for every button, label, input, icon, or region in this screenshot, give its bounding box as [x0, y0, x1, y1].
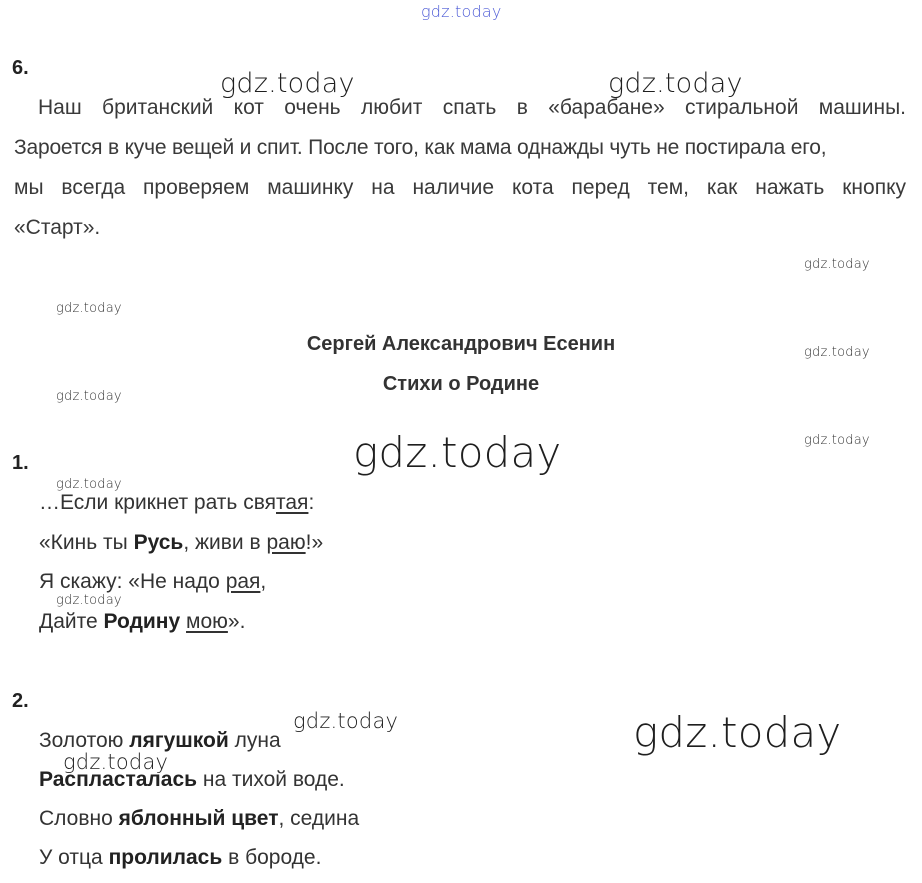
poem-title: Стихи о Родине	[382, 373, 540, 395]
verse-line	[39, 729, 281, 753]
verse-text: ,	[260, 570, 267, 593]
verse-text: Я скажу: «Не надо	[39, 570, 226, 593]
bold-word: пролилась	[108, 846, 223, 869]
verse-text: ».	[227, 610, 246, 633]
verse-text: на тихой воде.	[197, 768, 345, 791]
verse-text: в бороде.	[222, 846, 322, 869]
underlined-rhyme: мою	[186, 610, 228, 633]
section-number: 6.	[12, 57, 29, 79]
verse-line	[39, 610, 245, 634]
verse-text: Золотою	[39, 729, 130, 752]
verse-line	[39, 807, 359, 831]
watermark: gdz.today	[56, 301, 122, 316]
paragraph-line: Зароется в куче вещей и спит. После того, как мама однажды чуть не постирала его,	[14, 136, 827, 159]
verse-text: Дайте	[39, 610, 104, 633]
bold-word: Русь	[133, 531, 184, 554]
watermark: gdz.today	[804, 257, 870, 272]
watermark: gdz.today	[56, 477, 122, 492]
task-number: 2.	[12, 690, 29, 712]
verse-line	[39, 570, 266, 594]
underlined-rhyme: рая	[225, 570, 261, 593]
watermark-top: gdz.today	[421, 2, 502, 21]
bold-word: лягушкой	[129, 729, 229, 752]
watermark: gdz.today	[633, 708, 842, 757]
bold-word: Родину	[103, 610, 181, 633]
watermark: gdz.today	[56, 389, 122, 404]
verse-text: «Кинь ты	[39, 531, 134, 554]
verse-text: …Если крикнет рать свя	[39, 491, 276, 514]
verse-text: Словно	[39, 807, 119, 830]
watermark: gdz.today	[56, 593, 122, 608]
verse-text: , живи в	[183, 531, 267, 554]
verse-line	[39, 491, 314, 515]
verse-line	[39, 846, 321, 870]
paragraph-line: мы всегда проверяем машинку на наличие кота перед тем, как нажать кнопку	[14, 176, 906, 199]
watermark: gdz.today	[293, 709, 399, 733]
verse-text: У отца	[39, 846, 109, 869]
underlined-rhyme: раю	[266, 531, 306, 554]
watermark: gdz.today	[63, 750, 169, 774]
watermark: gdz.today	[608, 68, 743, 99]
verse-line	[39, 768, 345, 792]
watermark: gdz.today	[804, 345, 870, 360]
poem-author: Сергей Александрович Есенин	[306, 333, 616, 355]
paragraph-line: Наш британский кот очень любит спать в «барабане» стиральной машины.	[38, 96, 906, 119]
bold-word: яблонный цвет	[118, 807, 279, 830]
bold-word: Распласталась	[39, 768, 198, 791]
watermark: gdz.today	[804, 433, 870, 448]
paragraph-line: «Старт».	[14, 216, 101, 239]
watermark: gdz.today	[353, 428, 562, 477]
verse-text: , седина	[278, 807, 360, 830]
verse-text: луна	[228, 729, 281, 752]
section6-paragraph	[14, 88, 906, 248]
verse-text: :	[308, 491, 315, 514]
task-number: 1.	[12, 452, 29, 474]
verse-text: !»	[305, 531, 324, 554]
underlined-rhyme: тая	[276, 491, 309, 514]
verse-line	[39, 531, 323, 555]
watermark: gdz.today	[220, 68, 355, 99]
